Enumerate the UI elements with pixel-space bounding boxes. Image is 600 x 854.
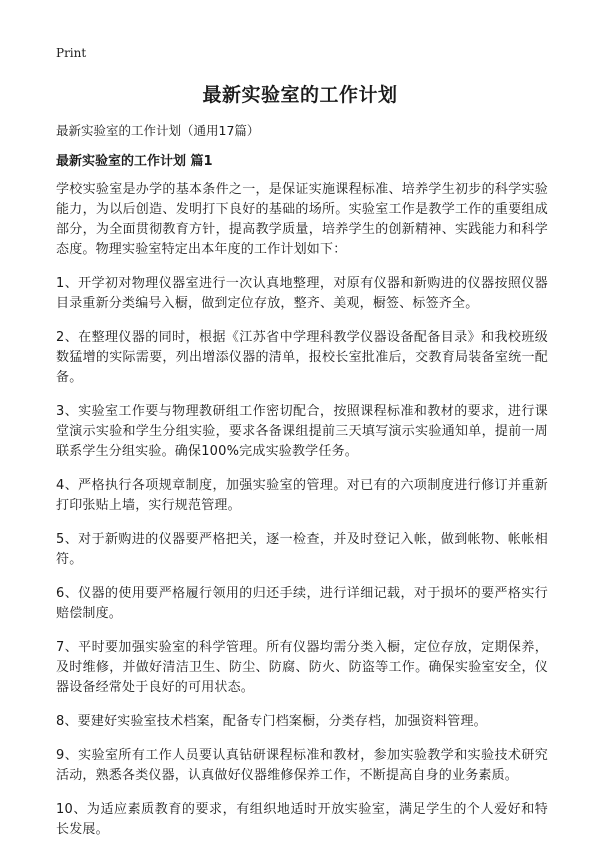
list-item-1: 1、开学初对物理仪器室进行一次认真地整理，对原有仪器和新购进的仪器按照仪器目录重新分类编号入橱，做到定位存放，整齐、美观，橱签、标签齐全。 bbox=[56, 276, 548, 311]
list-item-5: 5、对于新购进的仪器要严格把关，逐一检查，并及时登记入帐，做到帐物、帐帐相符。 bbox=[56, 532, 548, 567]
list-item-6: 6、仪器的使用要严格履行领用的归还手续，进行详细记载，对于损坏的要严格实行赔偿制度。 bbox=[56, 586, 548, 621]
list-item-3: 3、实验室工作要与物理教研组工作密切配合，按照课程标准和教材的要求，进行课堂演示实验和学生分组实验，要求各备课组提前三天填写演示实验通知单，提前一周联系学生分组实验。确保100%完成实验教学任务。 bbox=[56, 404, 548, 459]
page-title: 最新实验室的工作计划 bbox=[202, 84, 398, 106]
document-body bbox=[56, 180, 548, 854]
document-subtitle: 最新实验室的工作计划（通用17篇） bbox=[56, 123, 260, 138]
intro-paragraph: 学校实验室是办学的基本条件之一，是保证实施课程标准、培养学生初步的科学实验能力，为以后创造、发明打下良好的基础的场所。实验室工作是教学工作的重要组成部分，为全面贯彻教育方针，提高教学质量，培养学生的创新精神、实践能力和科学态度。物理实验室特定出本年度的工作计划如下： bbox=[56, 182, 548, 257]
list-item-7: 7、平时要加强实验室的科学管理。所有仪器均需分类入橱，定位存放，定期保养，及时维修，并做好清洁卫生、防尘、防腐、防火、防盗等工作。确保实验室安全，仪器设备经常处于良好的可用状态。 bbox=[56, 640, 548, 695]
list-item-10: 10、为适应素质教育的要求，有组织地适时开放实验室，满足学生的个人爱好和特长发展。 bbox=[56, 802, 548, 837]
list-item-2: 2、在整理仪器的同时，根据《江苏省中学理科教学仪器设备配备目录》和我校班级数猛增的实际需要，列出增添仪器的清单，报校长室批准后，交教育局装备室统一配备。 bbox=[56, 330, 548, 385]
list-item-4: 4、严格执行各项规章制度，加强实验室的管理。对已有的六项制度进行修订并重新打印张贴上墙，实行规范管理。 bbox=[56, 478, 548, 513]
print-link[interactable]: Print bbox=[56, 46, 87, 60]
section-heading: 最新实验室的工作计划 篇1 bbox=[56, 154, 213, 169]
list-item-9: 9、实验室所有工作人员要认真钻研课程标准和教材，参加实验教学和实验技术研究活动，熟悉各类仪器，认真做好仪器维修保养工作，不断提高自身的业务素质。 bbox=[56, 748, 548, 783]
list-item-8: 8、要建好实验室技术档案，配备专门档案橱，分类存档，加强资料管理。 bbox=[56, 714, 487, 729]
